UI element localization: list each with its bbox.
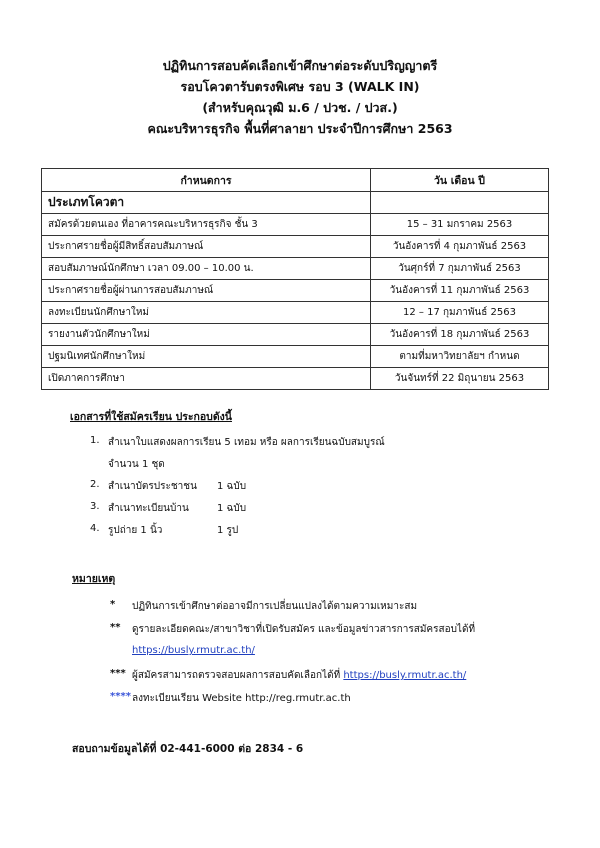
table-header-row	[42, 169, 549, 192]
title-line-1: ปฏิทินการสอบคัดเลือกเข้าศึกษาต่อระดับปริญญาตรี	[162, 58, 438, 73]
note-marker: *	[110, 599, 116, 610]
note-marker: ***	[110, 668, 126, 679]
title-line-4: คณะบริหารธุรกิจ พื้นที่ศาลายา ประจำปีการศึกษา 2563	[147, 121, 453, 136]
activity-cell: สอบสัมภาษณ์นักศึกษา เวลา 09.00 – 10.00 น.	[42, 258, 371, 280]
table-row	[42, 346, 549, 368]
documents-heading: เอกสารที่ใช้สมัครเรียน ประกอบดังนี้	[70, 411, 232, 423]
activity-cell: สมัครด้วยตนเอง ที่อาคารคณะบริหารธุรกิจ ชั้น 3	[42, 214, 371, 236]
activity-cell: เปิดภาคการศึกษา	[42, 368, 371, 390]
date-cell: วันอังคารที่ 4 กุมภาพันธ์ 2563	[371, 236, 549, 258]
date-cell: วันอังคารที่ 11 กุมภาพันธ์ 2563	[371, 280, 549, 302]
list-item	[70, 435, 385, 457]
item-text: สำเนาทะเบียนบ้าน	[108, 503, 189, 514]
faculty-website-link[interactable]: https://busly.rmutr.ac.th/	[132, 645, 255, 656]
contact-info: สอบถามข้อมูลได้ที่ 02-441-6000 ต่อ 2834 - 6	[72, 743, 304, 755]
activity-cell: ปฐมนิเทศนักศึกษาใหม่	[42, 346, 371, 368]
column-header-activity: กำหนดการ	[42, 169, 371, 192]
activity-cell: ลงทะเบียนนักศึกษาใหม่	[42, 302, 371, 324]
date-cell: ตามที่มหาวิทยาลัยฯ กำหนด	[371, 346, 549, 368]
table-row	[42, 258, 549, 280]
note-item	[72, 599, 418, 622]
date-cell: 12 – 17 กุมภาพันธ์ 2563	[371, 302, 549, 324]
column-header-date: วัน เดือน ปี	[371, 169, 549, 192]
note-text: ผู้สมัครสามารถตรวจสอบผลการสอบคัดเลือกได้ที่	[132, 670, 341, 681]
date-cell: วันจันทร์ที่ 22 มิถุนายน 2563	[371, 368, 549, 390]
list-item	[70, 479, 247, 501]
title-line-3: (สำหรับคุณวุฒิ ม.6 / ปวช. / ปวส.)	[202, 100, 398, 115]
note-text: ลงทะเบียนเรียน Website http://reg.rmutr.ac.th	[132, 693, 351, 704]
item-number: 2.	[90, 479, 100, 490]
notes-heading: หมายเหตุ	[72, 573, 116, 585]
item-text: สำเนาบัตรประชาชน	[108, 481, 197, 492]
note-item	[72, 622, 476, 645]
date-cell: วันศุกร์ที่ 7 กุมภาพันธ์ 2563	[371, 258, 549, 280]
document-title	[0, 55, 600, 139]
list-item	[70, 523, 239, 545]
notes-section	[72, 570, 476, 714]
note-item	[72, 691, 351, 714]
note-text: ปฏิทินการเข้าศึกษาต่ออาจมีการเปลี่ยนแปลงได้ตามความเหมาะสม	[132, 601, 418, 612]
item-text: สำเนาใบแสดงผลการเรียน 5 เทอม หรือ ผลการเรียนฉบับสมบูรณ์	[108, 437, 385, 448]
list-item	[70, 457, 232, 479]
item-quantity: 1 รูป	[217, 525, 239, 536]
note-text-wrapper	[132, 668, 466, 683]
table-row	[42, 280, 549, 302]
date-cell: วันอังคารที่ 18 กุมภาพันธ์ 2563	[371, 324, 549, 346]
table-row	[42, 302, 549, 324]
table-row	[42, 324, 549, 346]
note-item	[72, 645, 255, 668]
item-quantity: 1 ฉบับ	[217, 503, 247, 514]
item-number: 1.	[90, 435, 100, 446]
item-quantity: 1 ฉบับ	[217, 481, 247, 492]
list-item	[70, 501, 247, 523]
note-item	[72, 668, 467, 691]
table-row	[42, 368, 549, 390]
activity-cell: ประกาศรายชื่อผู้มีสิทธิ์สอบสัมภาษณ์	[42, 236, 371, 258]
item-text: รูปถ่าย 1 นิ้ว	[108, 525, 163, 536]
schedule-table	[41, 168, 549, 390]
table-row	[42, 214, 549, 236]
table-row	[42, 236, 549, 258]
category-row	[42, 192, 549, 214]
activity-cell: รายงานตัวนักศึกษาใหม่	[42, 324, 371, 346]
documents-section	[70, 408, 385, 545]
category-date-cell	[371, 192, 549, 214]
note-marker: **	[110, 622, 121, 633]
category-label: ประเภทโควตา	[42, 192, 371, 214]
date-cell: 15 – 31 มกราคม 2563	[371, 214, 549, 236]
note-text: ดูรายละเอียดคณะ/สาขาวิชาที่เปิดรับสมัคร และข้อมูลข่าวสารการสมัครสอบได้ที่	[132, 624, 476, 635]
title-line-2: รอบโควตารับตรงพิเศษ รอบ 3 (WALK IN)	[180, 79, 420, 94]
item-text: จำนวน 1 ชุด	[108, 459, 165, 470]
results-website-link[interactable]: https://busly.rmutr.ac.th/	[343, 670, 467, 681]
item-number: 3.	[90, 501, 100, 512]
note-marker: ****	[110, 691, 131, 702]
item-number: 4.	[90, 523, 100, 534]
activity-cell: ประกาศรายชื่อผู้ผ่านการสอบสัมภาษณ์	[42, 280, 371, 302]
